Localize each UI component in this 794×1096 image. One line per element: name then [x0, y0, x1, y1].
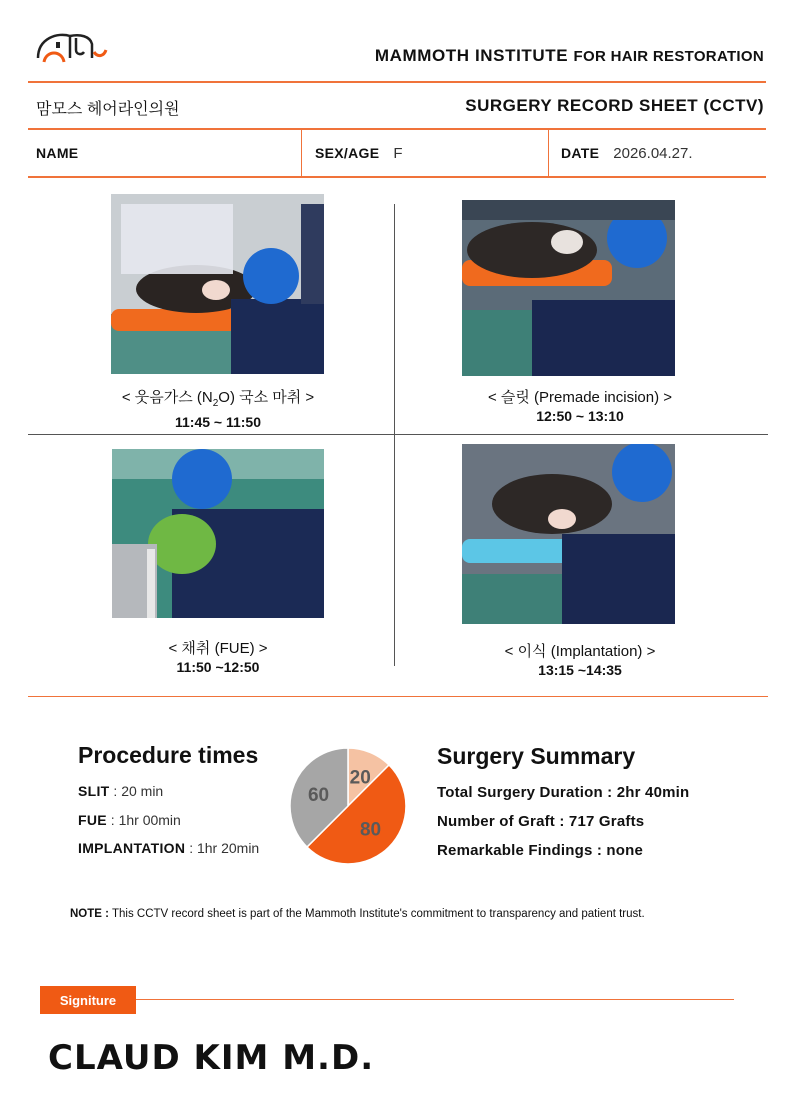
name-cell — [36, 130, 92, 176]
brand-main: MAMMOTH INSTITUTE — [374, 46, 569, 65]
caption-slit — [430, 388, 730, 426]
caption-implantation — [430, 642, 730, 680]
sexage-value: F — [393, 144, 403, 162]
info-divider-bottom — [28, 176, 766, 178]
section-divider — [28, 696, 768, 697]
summary-findings: Remarkable Findings : none — [437, 842, 644, 859]
note-text: This CCTV record sheet is part of the Mammoth Institute's commitment to transparency and patient trust. — [111, 908, 645, 920]
sexage-label: SEX/AGE — [315, 145, 380, 161]
date-label: DATE — [561, 145, 600, 161]
procedure-item-fue: FUE : 1hr 00min — [78, 812, 181, 828]
sexage-cell — [315, 130, 403, 176]
date-value: 2026.04.27. — [613, 144, 693, 162]
photo-grid-horizontal — [28, 434, 768, 435]
caption-slit-label: < 슬릿 (Premade incision) > — [487, 389, 673, 406]
pie-label: 80 — [359, 819, 382, 841]
info-divider — [548, 130, 549, 176]
procedure-pie-chart — [288, 746, 408, 866]
patient-info-row — [28, 130, 766, 176]
cctv-photo-slit — [462, 200, 675, 376]
caption-anesthesia — [68, 388, 368, 432]
clinic-name-korean: 맘모스 헤어라인의원 — [36, 101, 180, 118]
mammoth-logo-icon — [36, 28, 108, 64]
brand-sub: FOR HAIR RESTORATION — [573, 48, 764, 65]
doctor-name: CLAUD KIM M.D. — [48, 1038, 375, 1078]
caption-anesthesia-time: 11:45 ~ 11:50 — [174, 414, 262, 430]
note — [70, 908, 645, 920]
brand-name — [375, 46, 764, 66]
procedure-item-slit: SLIT : 20 min — [78, 783, 164, 799]
summary-grafts: Number of Graft : 717 Grafts — [437, 813, 645, 830]
pie-label: 60 — [307, 784, 330, 806]
header-divider-top — [28, 81, 766, 83]
caption-implantation-label: < 이식 (Implantation) > — [504, 643, 656, 660]
note-label: NOTE : — [70, 908, 109, 920]
procedure-item-implantation: IMPLANTATION : 1hr 20min — [78, 840, 260, 856]
signature-badge: Signiture — [40, 986, 136, 1014]
photo-grid-vertical — [394, 204, 395, 666]
caption-implantation-time: 13:15 ~14:35 — [538, 662, 622, 678]
caption-anesthesia-label: < 웃음가스 $(N_2O)$ 국소 마취 > — [121, 389, 315, 409]
caption-fue-time: 11:50 ~12:50 — [176, 659, 260, 675]
surgery-summary-title: Surgery Summary — [437, 743, 636, 769]
caption-fue-label: < 채취 (FUE) > — [168, 640, 268, 657]
caption-fue — [68, 639, 368, 677]
procedure-times-title: Procedure times — [78, 742, 259, 768]
cctv-photo-fue — [112, 449, 324, 618]
sheet-title: SURGERY RECORD SHEET (CCTV) — [465, 96, 764, 115]
name-label: NAME — [36, 145, 79, 161]
summary-duration: Total Surgery Duration : 2hr 40min — [437, 784, 690, 801]
cctv-photo-implantation — [462, 444, 675, 624]
signature-line — [136, 999, 734, 1000]
date-cell — [561, 130, 693, 176]
cctv-photo-anesthesia — [111, 194, 324, 374]
pie-label: 20 — [349, 767, 371, 789]
caption-slit-time: 12:50 ~ 13:10 — [536, 408, 624, 424]
info-divider — [301, 130, 302, 176]
